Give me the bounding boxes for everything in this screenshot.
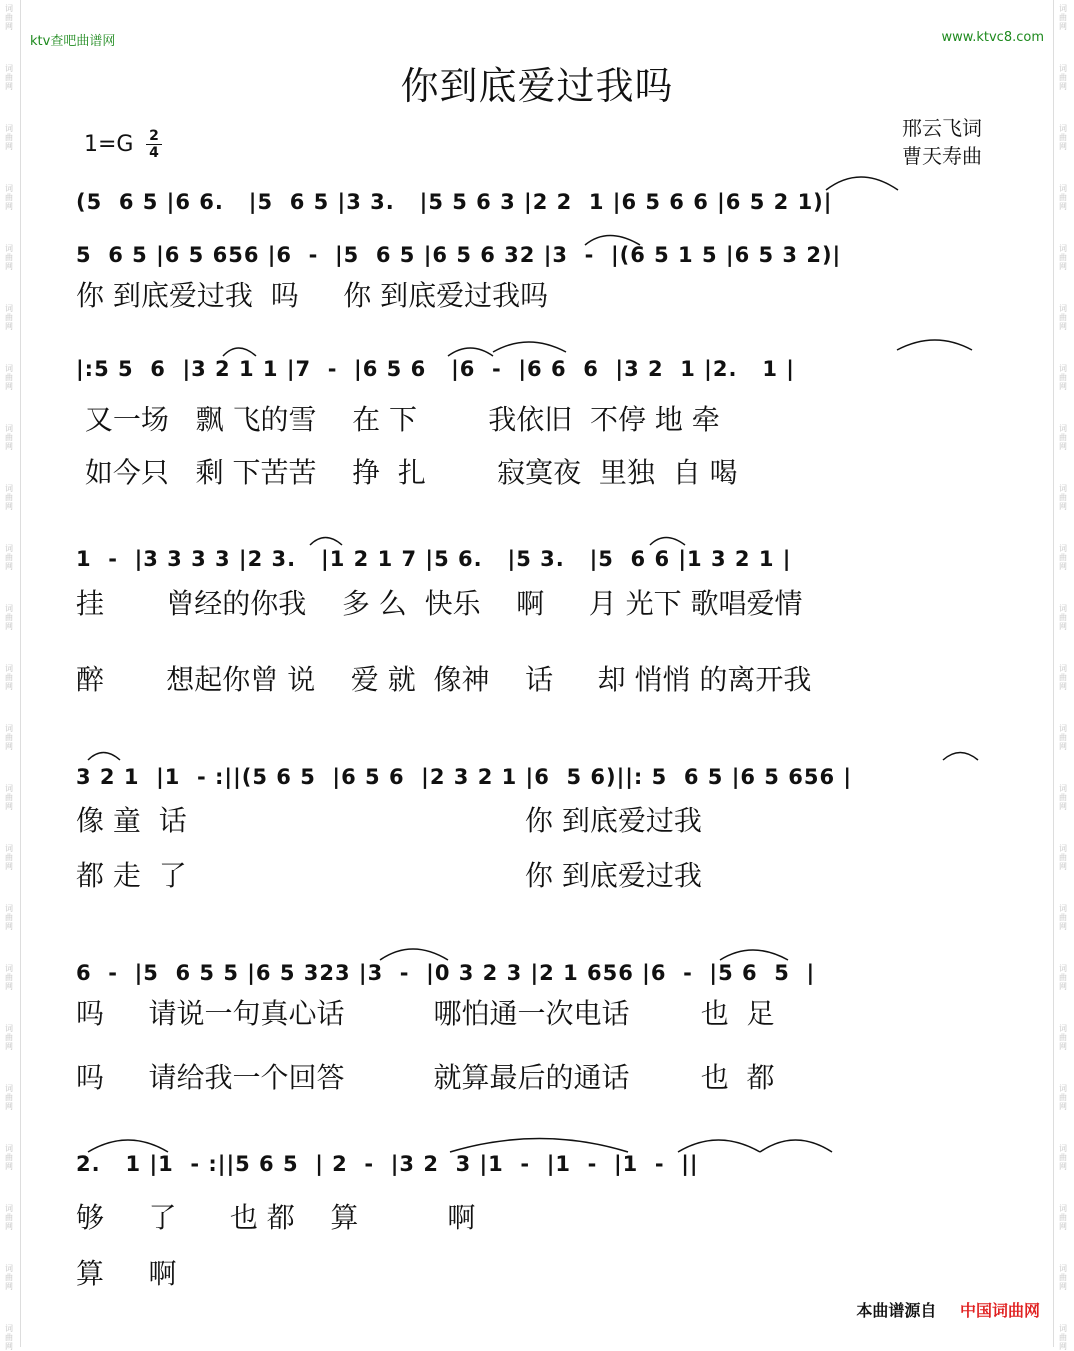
song-title: 你到底爱过我吗 — [400, 64, 674, 108]
edge-watermark-mark: 词 曲 网 — [1059, 1324, 1067, 1351]
edge-watermark-mark: 词 曲 网 — [5, 364, 13, 391]
slur — [943, 753, 978, 761]
edge-watermark-mark: 词 曲 网 — [1059, 1024, 1067, 1051]
edge-watermark-mark: 词 曲 网 — [5, 244, 13, 271]
footer-source-label: 本曲谱源自 — [856, 1301, 937, 1320]
notation-line-2: 5 6 5 |6 5 656 |6 - |5 6 5 |6 5 6 32 |3 - |(6 5 1 5 |6 5 3 2)| — [76, 243, 842, 267]
edge-watermark-mark: 词 曲 网 — [1059, 364, 1067, 391]
lyric-line-5-verse-1: 像 童 话 你 到底爱过我 — [76, 804, 702, 837]
site-name-left: ktv查吧曲谱网 — [30, 34, 116, 49]
time-signature-bottom: 4 — [146, 144, 162, 161]
notation-line-4: 1 - |3 3 3 3 |2 3. |1 2 1 7 |5 6. |5 3. |5 6 6 |1 3 2 1 | — [76, 547, 792, 571]
slur — [897, 340, 972, 350]
edge-watermark-mark: 词 曲 网 — [1059, 244, 1067, 271]
edge-watermark-mark: 词 曲 网 — [1059, 184, 1067, 211]
key-signature: 1=G — [84, 132, 134, 157]
edge-watermark-mark: 词 曲 网 — [5, 1144, 13, 1171]
edge-watermark-mark: 词 曲 网 — [5, 484, 13, 511]
edge-watermark-mark: 词 曲 网 — [1059, 124, 1067, 151]
edge-watermark-mark: 词 曲 网 — [5, 64, 13, 91]
lyric-line-6-verse-2: 吗 请给我一个回答 就算最后的通话 也 都 — [76, 1061, 775, 1094]
edge-watermark-mark: 词 曲 网 — [1059, 784, 1067, 811]
time-signature-top: 2 — [149, 128, 159, 144]
edge-watermark-mark: 词 曲 网 — [1059, 844, 1067, 871]
edge-watermark-mark: 词 曲 网 — [5, 184, 13, 211]
edge-watermark-mark: 词 曲 网 — [5, 724, 13, 751]
notation-line-7: 2. 1 |1 - :||5 6 5 | 2 - |3 2 3 |1 - |1 - |1 - || — [76, 1152, 699, 1176]
edge-watermark-mark: 词 曲 网 — [5, 664, 13, 691]
slur — [88, 753, 120, 761]
edge-watermark-mark: 词 曲 网 — [5, 304, 13, 331]
edge-watermark-mark: 词 曲 网 — [1059, 1264, 1067, 1291]
edge-watermark-mark: 词 曲 网 — [1059, 4, 1067, 31]
composer-credit: 曹天寿曲 — [902, 144, 982, 168]
edge-watermark-mark: 词 曲 网 — [5, 124, 13, 151]
edge-watermark-mark: 词 曲 网 — [1059, 964, 1067, 991]
left-watermark-strip — [0, 0, 21, 1351]
site-url-right: www.ktvc8.com — [941, 30, 1044, 45]
edge-watermark-mark: 词 曲 网 — [5, 844, 13, 871]
edge-watermark-mark: 词 曲 网 — [1059, 1144, 1067, 1171]
edge-watermark-mark: 词 曲 网 — [5, 784, 13, 811]
lyric-line-2-verse-1: 你 到底爱过我 吗 你 到底爱过我吗 — [76, 279, 549, 312]
lyric-line-4-verse-1: 挂 曾经的你我 多 么 快乐 啊 月 光下 歌唱爱情 — [76, 587, 803, 620]
edge-watermark-mark: 词 曲 网 — [1059, 904, 1067, 931]
edge-watermark-mark: 词 曲 网 — [5, 904, 13, 931]
edge-watermark-mark: 词 曲 网 — [1059, 1084, 1067, 1111]
lyric-line-3-verse-2: 如今只 剩 下苦苦 挣 扎 寂寞夜 里独 自 喝 — [76, 456, 738, 489]
edge-watermark-mark: 词 曲 网 — [5, 1264, 13, 1291]
lyric-line-6-verse-1: 吗 请说一句真心话 哪怕通一次电话 也 足 — [76, 997, 775, 1030]
edge-watermark-mark: 词 曲 网 — [1059, 424, 1067, 451]
edge-watermark-mark: 词 曲 网 — [1059, 724, 1067, 751]
notation-line-6: 6 - |5 6 5 5 |6 5 323 |3 - |0 3 2 3 |2 1 656 |6 - |5 6 5 | — [76, 961, 816, 985]
edge-watermark-mark: 词 曲 网 — [5, 1084, 13, 1111]
edge-watermark-mark: 词 曲 网 — [5, 1204, 13, 1231]
edge-watermark-mark: 词 曲 网 — [5, 424, 13, 451]
edge-watermark-mark: 词 曲 网 — [5, 4, 13, 31]
notation-line-5: 3 2 1 |1 - :||(5 6 5 |6 5 6 |2 3 2 1 |6 5 6)||: 5 6 5 |6 5 656 | — [76, 765, 853, 789]
edge-watermark-mark: 词 曲 网 — [5, 544, 13, 571]
edge-watermark-mark: 词 曲 网 — [5, 964, 13, 991]
edge-watermark-mark: 词 曲 网 — [5, 1024, 13, 1051]
edge-watermark-mark: 词 曲 网 — [1059, 1204, 1067, 1231]
right-watermark-strip — [1053, 0, 1074, 1351]
footer-brand: 中国词曲网 — [959, 1301, 1040, 1320]
lyric-line-3-verse-1: 又一场 飘 飞的雪 在 下 我依旧 不停 地 牵 — [76, 403, 720, 436]
edge-watermark-mark: 词 曲 网 — [5, 1324, 13, 1351]
time-signature — [146, 128, 162, 161]
edge-watermark-mark: 词 曲 网 — [1059, 484, 1067, 511]
edge-watermark-mark: 词 曲 网 — [1059, 604, 1067, 631]
edge-watermark-mark: 词 曲 网 — [1059, 664, 1067, 691]
edge-watermark-mark: 词 曲 网 — [1059, 304, 1067, 331]
notation-line-3: |:5 5 6 |3 2 1 1 |7 - |6 5 6 |6 - |6 6 6 |3 2 1 |2. 1 | — [76, 357, 795, 381]
notation-line-1: (5 6 5 |6 6. |5 6 5 |3 3. |5 5 6 3 |2 2 1 |6 5 6 6 |6 5 2 1)| — [76, 190, 833, 214]
lyric-line-4-verse-2: 醉 想起你曾 说 爱 就 像神 话 却 悄悄 的离开我 — [76, 663, 812, 696]
lyric-line-7-verse-2: 算 啊 — [76, 1257, 177, 1290]
lyricist-credit: 邢云飞词 — [902, 116, 982, 140]
slur — [493, 342, 566, 352]
edge-watermark-mark: 词 曲 网 — [1059, 64, 1067, 91]
edge-watermark-mark: 词 曲 网 — [5, 604, 13, 631]
lyric-line-7-verse-1: 够 了 也 都 算 啊 — [76, 1201, 476, 1234]
lyric-line-5-verse-2: 都 走 了 你 到底爱过我 — [76, 859, 702, 892]
footer-source — [856, 1298, 1040, 1321]
edge-watermark-mark: 词 曲 网 — [1059, 544, 1067, 571]
